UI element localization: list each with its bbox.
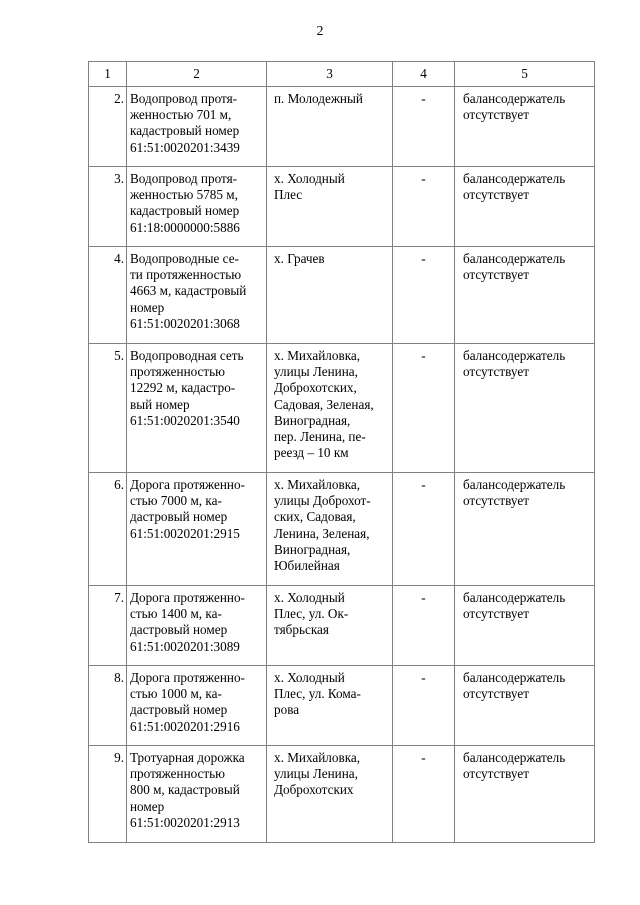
header-col-1: 1 xyxy=(89,62,127,87)
object-address-cell: х. Михайловка, улицы Ленина, Доброхотских xyxy=(267,746,393,843)
balance-holder-cell: балансодержатель отсутствует xyxy=(455,167,595,247)
object-name-cell: Водопровод протя- женностью 5785 м, кадастровый номер 61:18:0000000:5886 xyxy=(127,167,267,247)
header-col-2: 2 xyxy=(127,62,267,87)
column-4-cell: - xyxy=(393,344,455,473)
row-number-cell: 5. xyxy=(89,344,127,473)
row-number-cell: 7. xyxy=(89,586,127,666)
row-number-cell: 9. xyxy=(89,746,127,843)
property-registry-table xyxy=(88,61,595,843)
column-4-cell: - xyxy=(393,87,455,167)
table-row xyxy=(89,746,595,843)
column-4-cell: - xyxy=(393,167,455,247)
balance-holder-cell: балансодержатель отсутствует xyxy=(455,344,595,473)
object-name-cell: Водопроводная сеть протяженностью 12292 м, кадастро- вый номер 61:51:0020201:3540 xyxy=(127,344,267,473)
balance-holder-cell: балансодержатель отсутствует xyxy=(455,746,595,843)
row-number-cell: 4. xyxy=(89,247,127,344)
object-name-cell: Дорога протяженно- стью 1000 м, ка- дастровый номер 61:51:0020201:2916 xyxy=(127,666,267,746)
table-row xyxy=(89,87,595,167)
column-4-cell: - xyxy=(393,586,455,666)
header-col-5: 5 xyxy=(455,62,595,87)
object-address-cell: п. Молодежный xyxy=(267,87,393,167)
column-4-cell: - xyxy=(393,666,455,746)
table-row xyxy=(89,344,595,473)
balance-holder-cell: балансодержатель отсутствует xyxy=(455,473,595,586)
header-col-4: 4 xyxy=(393,62,455,87)
row-number-cell: 6. xyxy=(89,473,127,586)
object-address-cell: х. Михайловка, улицы Ленина, Доброхотских, Садовая, Зеленая, Виноградная, пер. Ленина, пе- реезд – 10 км xyxy=(267,344,393,473)
balance-holder-cell: балансодержатель отсутствует xyxy=(455,586,595,666)
balance-holder-cell: балансодержатель отсутствует xyxy=(455,247,595,344)
row-number-cell: 8. xyxy=(89,666,127,746)
table-header-row xyxy=(89,62,595,87)
object-name-cell: Водопровод протя- женностью 701 м, кадастровый номер 61:51:0020201:3439 xyxy=(127,87,267,167)
column-4-cell: - xyxy=(393,247,455,344)
balance-holder-cell: балансодержатель отсутствует xyxy=(455,666,595,746)
object-name-cell: Водопроводные се- ти протяженностью 4663 м, кадастровый номер 61:51:0020201:3068 xyxy=(127,247,267,344)
balance-holder-cell: балансодержатель отсутствует xyxy=(455,87,595,167)
table-row xyxy=(89,167,595,247)
object-address-cell: х. Михайловка, улицы Доброхот- ских, Садовая, Ленина, Зеленая, Виноградная, Юбилейная xyxy=(267,473,393,586)
object-name-cell: Тротуарная дорожка протяженностью 800 м, кадастровый номер 61:51:0020201:2913 xyxy=(127,746,267,843)
table-row xyxy=(89,473,595,586)
object-name-cell: Дорога протяженно- стью 1400 м, ка- дастровый номер 61:51:0020201:3089 xyxy=(127,586,267,666)
table-row xyxy=(89,666,595,746)
object-name-cell: Дорога протяженно- стью 7000 м, ка- дастровый номер 61:51:0020201:2915 xyxy=(127,473,267,586)
column-4-cell: - xyxy=(393,746,455,843)
object-address-cell: х. Холодный Плес, ул. Кома- рова xyxy=(267,666,393,746)
object-address-cell: х. Холодный Плес xyxy=(267,167,393,247)
column-4-cell: - xyxy=(393,473,455,586)
object-address-cell: х. Холодный Плес, ул. Ок- тябрьская xyxy=(267,586,393,666)
header-col-3: 3 xyxy=(267,62,393,87)
row-number-cell: 2. xyxy=(89,87,127,167)
row-number-cell: 3. xyxy=(89,167,127,247)
table-row xyxy=(89,247,595,344)
table-row xyxy=(89,586,595,666)
page-number: 2 xyxy=(316,24,324,39)
object-address-cell: х. Грачев xyxy=(267,247,393,344)
